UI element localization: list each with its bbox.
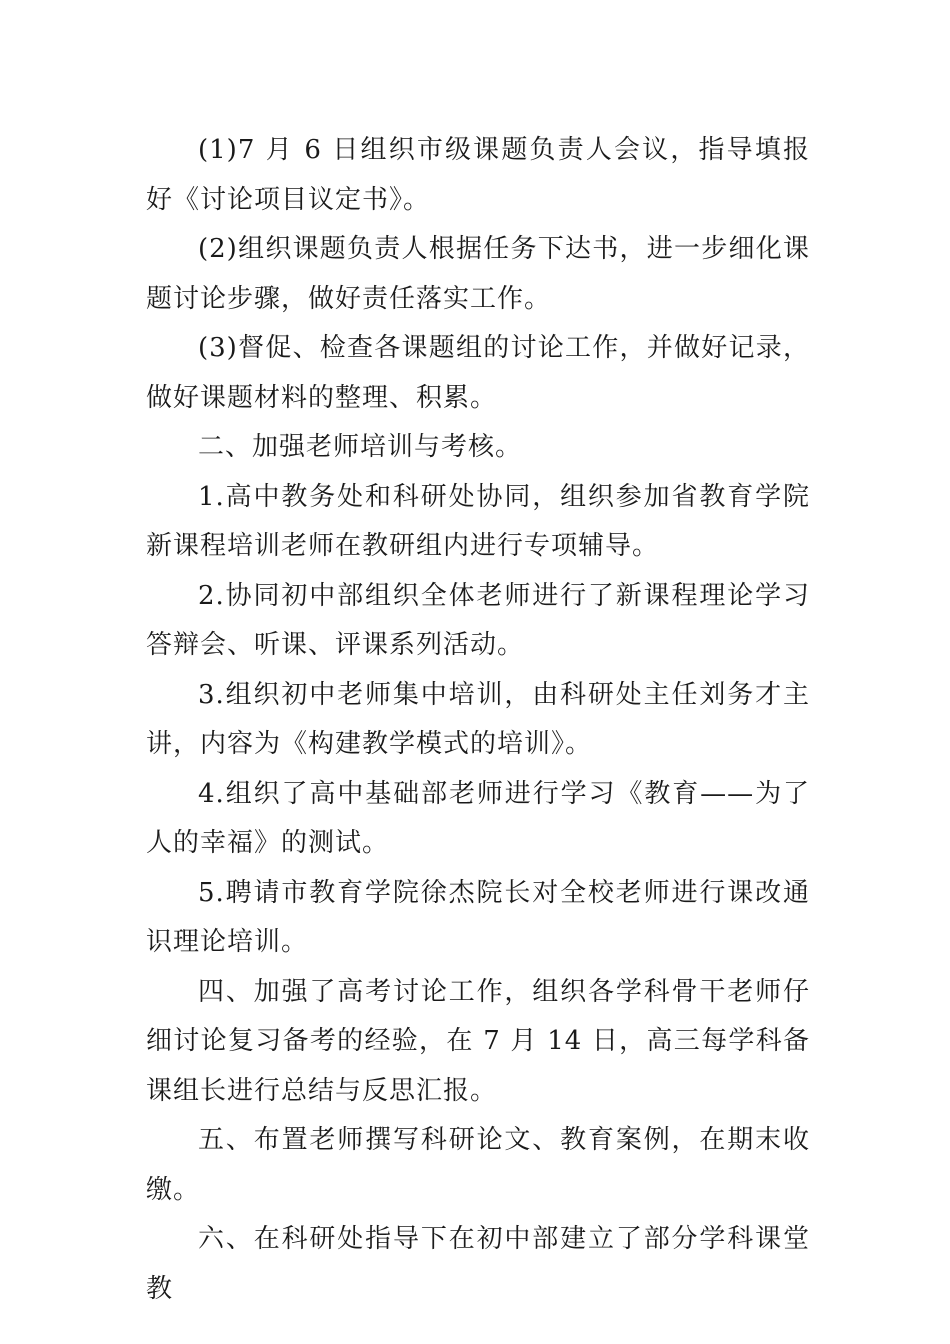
- list-item-3: 3.组织初中老师集中培训，由科研处主任刘务才主讲，内容为《构建教学模式的培训》。: [146, 679, 810, 759]
- paragraph-item-2: (2)组织课题负责人根据任务下达书，进一步细化课题讨论步骤，做好责任落实工作。: [146, 234, 810, 314]
- list-item-2: 2.协同初中部组织全体老师进行了新课程理论学习答辩会、听课、评课系列活动。: [146, 580, 810, 660]
- list-item-4: 4.组织了高中基础部老师进行学习《教育——为了人的幸福》的测试。: [146, 778, 810, 858]
- document-body: [146, 126, 810, 1314]
- paragraph-item-1: (1)7 月 6 日组织市级课题负责人会议，指导填报好《讨论项目议定书》。: [146, 135, 810, 215]
- list-item-5: 5.聘请市教育学院徐杰院长对全校老师进行课改通识理论培训。: [146, 877, 810, 957]
- section-paragraph-6: 六、在科研处指导下在初中部建立了部分学科课堂教: [146, 1224, 810, 1304]
- paragraph-item-3: (3)督促、检查各课题组的讨论工作，并做好记录，做好课题材料的整理、积累。: [146, 333, 810, 413]
- section-heading-2: 二、加强老师培训与考核。: [198, 432, 523, 462]
- list-item-1: 1.高中教务处和科研处协同，组织参加省教育学院新课程培训老师在教研组内进行专项辅导。: [146, 481, 810, 561]
- section-paragraph-5: 五、布置老师撰写科研论文、教育案例，在期末收缴。: [146, 1125, 810, 1205]
- section-paragraph-4: 四、加强了高考讨论工作，组织各学科骨干老师仔细讨论复习备考的经验，在 7 月 14 日，高三每学科备课组长进行总结与反思汇报。: [146, 976, 810, 1106]
